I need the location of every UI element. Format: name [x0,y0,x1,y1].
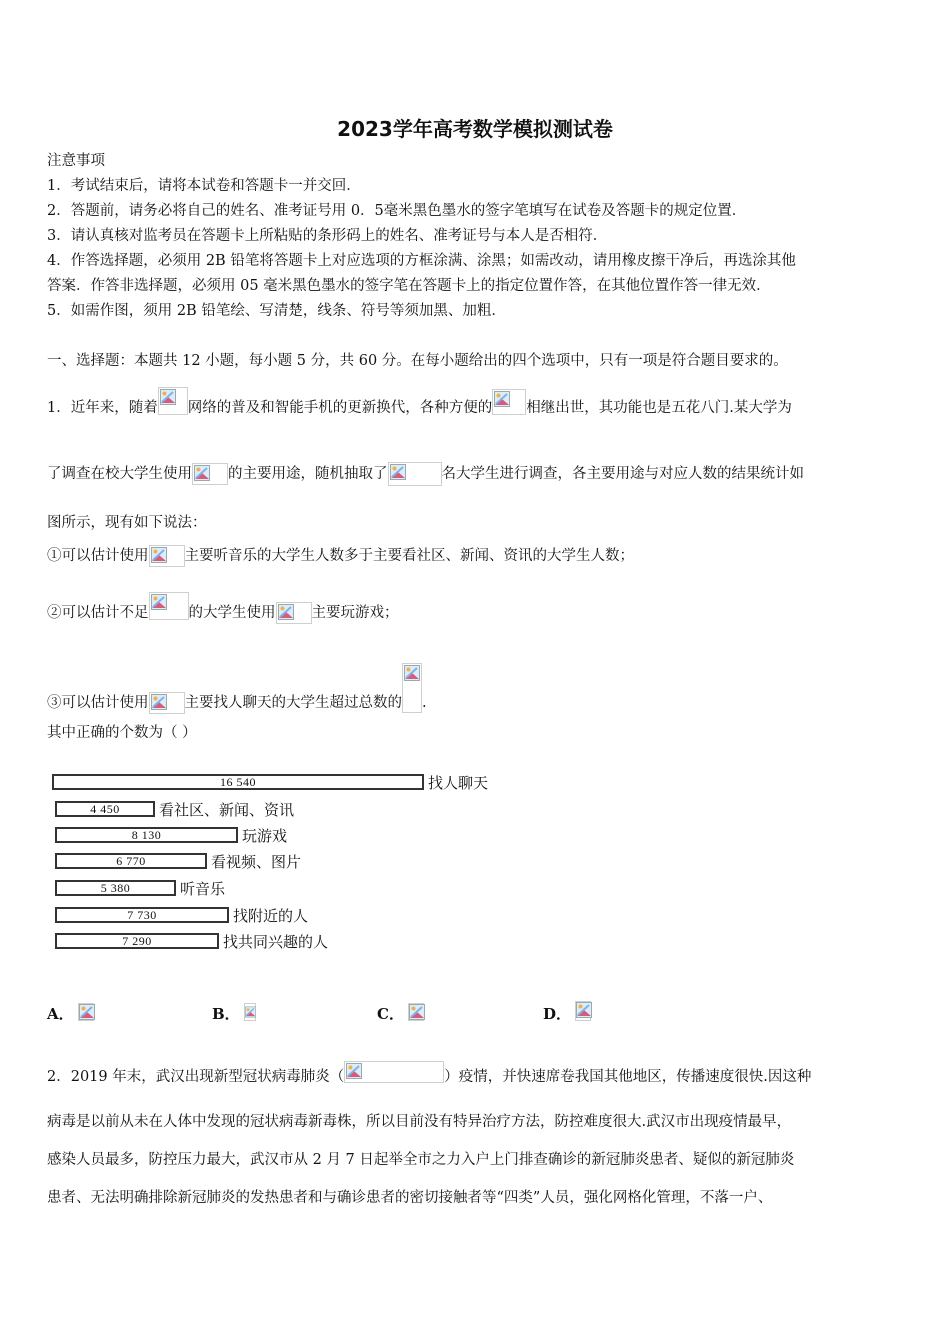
notice-item: 4．作答选择题，必须用 2B 铅笔将答题卡上对应选项的方框涂满、涂黑；如需改动，请用橡皮擦干净后，再选涂其他 [47,253,796,269]
bar [55,853,207,869]
bar-value-label: 7 290 [122,934,152,948]
bar-category-label: 找共同兴趣的人 [223,933,329,951]
option-a[interactable] [47,1003,94,1024]
page-title: 2023学年高考数学模拟测试卷 [337,117,613,141]
answer-image-icon [78,1003,94,1021]
fraction-image-icon [402,663,422,713]
bar-category-label: 玩游戏 [242,827,288,845]
bar-category-label: 找人聊天 [428,774,489,792]
bar-value-label: 6 770 [116,854,146,868]
statement-text: ③可以估计使用 [47,695,149,711]
statement-text: . [422,695,427,711]
option-label: B． [212,1005,240,1023]
q1-line-1 [47,387,792,419]
bar [55,933,219,949]
bar-category-label: 看视频、图片 [211,853,302,871]
option-b[interactable] [212,1003,256,1024]
q1-ask: 其中正确的个数为（ ） [47,725,197,741]
statement-text: ②可以估计不足 [47,605,149,621]
q1-line-3: 图所示，现有如下说法： [47,515,207,531]
bar [55,801,155,817]
notice-item: 3．请认真核对监考员在答题卡上所粘贴的条形码上的姓名、准考证号与本人是否相符． [47,228,608,244]
answer-image-icon [244,1003,256,1021]
notice-item: 1．考试结束后，请将本试卷和答题卡一并交回． [47,178,361,194]
statement-text: ①可以估计使用 [47,548,149,564]
statement-1 [47,545,634,567]
q2-text: ）疫情，并快速席卷我国其他地区，传播速度很快.因这种 [444,1069,812,1085]
bar-value-label: 4 450 [90,802,120,816]
statement-2 [47,592,399,624]
formula-image-icon [344,1061,444,1083]
q2-text: 2．2019 年末，武汉出现新型冠状病毒肺炎（ [47,1069,345,1085]
q1-text: 1．近年来，随着 [47,400,158,416]
bar [55,907,229,923]
formula-image-icon [149,545,185,567]
bar-value-label: 7 730 [127,908,157,922]
option-label: D． [543,1005,572,1023]
statement-text: 主要玩游戏； [311,605,399,621]
formula-image-icon [192,463,228,485]
bar [55,880,176,896]
statement-text: 主要听音乐的大学生人数多于主要看社区、新闻、资讯的大学生人数； [184,548,634,564]
bar [55,827,238,843]
bar-value-label: 8 130 [131,828,162,842]
statement-text: 的大学生使用 [188,605,276,621]
formula-image-icon [276,602,312,624]
q1-text: 名大学生进行调查，各主要用途与对应人数的结果统计如 [441,466,804,482]
q2-line-2: 病毒是以前从未在人体中发现的冠状病毒新毒株，所以目前没有特异治疗方法，防控难度很大.武汉市出现疫情最早， [47,1114,792,1130]
bar-category-label: 听音乐 [180,880,226,898]
q2-line-1 [47,1061,811,1088]
option-label: C． [377,1005,404,1023]
formula-image-icon [158,387,188,415]
q2-line-4: 患者、无法明确排除新冠肺炎的发热患者和与确诊患者的密切接触者等“四类”人员，强化网格化管理，不落一户、 [47,1190,773,1206]
q1-text: 的主要用途，随机抽取了 [228,466,388,482]
formula-image-icon [492,389,526,415]
usage-bar-chart [50,770,530,960]
answer-image-icon [408,1003,424,1021]
option-label: A． [47,1005,74,1023]
bar-value-label: 5 380 [100,881,131,895]
bar-category-label: 找附近的人 [233,907,309,925]
q1-line-2 [47,462,804,486]
notice-item: 答案．作答非选择题，必须用 05 毫米黑色墨水的签字笔在答题卡上的指定位置作答，在其他位置作答一律无效． [47,278,771,294]
bar [52,774,424,790]
bar-category-label: 看社区、新闻、资讯 [159,801,295,819]
answer-image-icon [575,1001,591,1021]
formula-image-icon [388,462,442,486]
section-heading: 一、选择题：本题共 12 小题，每小题 5 分，共 60 分。在每小题给出的四个选项中，只有一项是符合题目要求的。 [47,353,788,369]
notice-item: 5．如需作图，须用 2B 铅笔绘、写清楚，线条、符号等须加黑、加粗． [47,303,506,319]
notice-heading: 注意事项 [47,153,105,169]
notice-item: 2．答题前，请务必将自己的姓名、准考证号用 0．5毫米黑色墨水的签字笔填写在试卷及答题卡的规定位置． [47,203,747,219]
q2-line-3: 感染人员最多，防控压力最大，武汉市从 2 月 7 日起举全市之力入户上门排查确诊的新冠肺炎患者、疑似的新冠肺炎 [47,1152,795,1168]
q1-text: 了调查在校大学生使用 [47,466,192,482]
formula-image-icon [149,692,185,714]
bar-value-label: 16 540 [220,775,256,789]
statement-3 [47,663,427,714]
option-d[interactable] [543,1003,591,1024]
statement-text: 主要找人聊天的大学生超过总数的 [184,695,402,711]
q1-text: 相继出世，其功能也是五花八门.某大学为 [526,400,792,416]
formula-image-icon [149,592,189,620]
q1-text: 网络的普及和智能手机的更新换代，各种方便的 [187,400,493,416]
option-c[interactable] [377,1003,424,1024]
